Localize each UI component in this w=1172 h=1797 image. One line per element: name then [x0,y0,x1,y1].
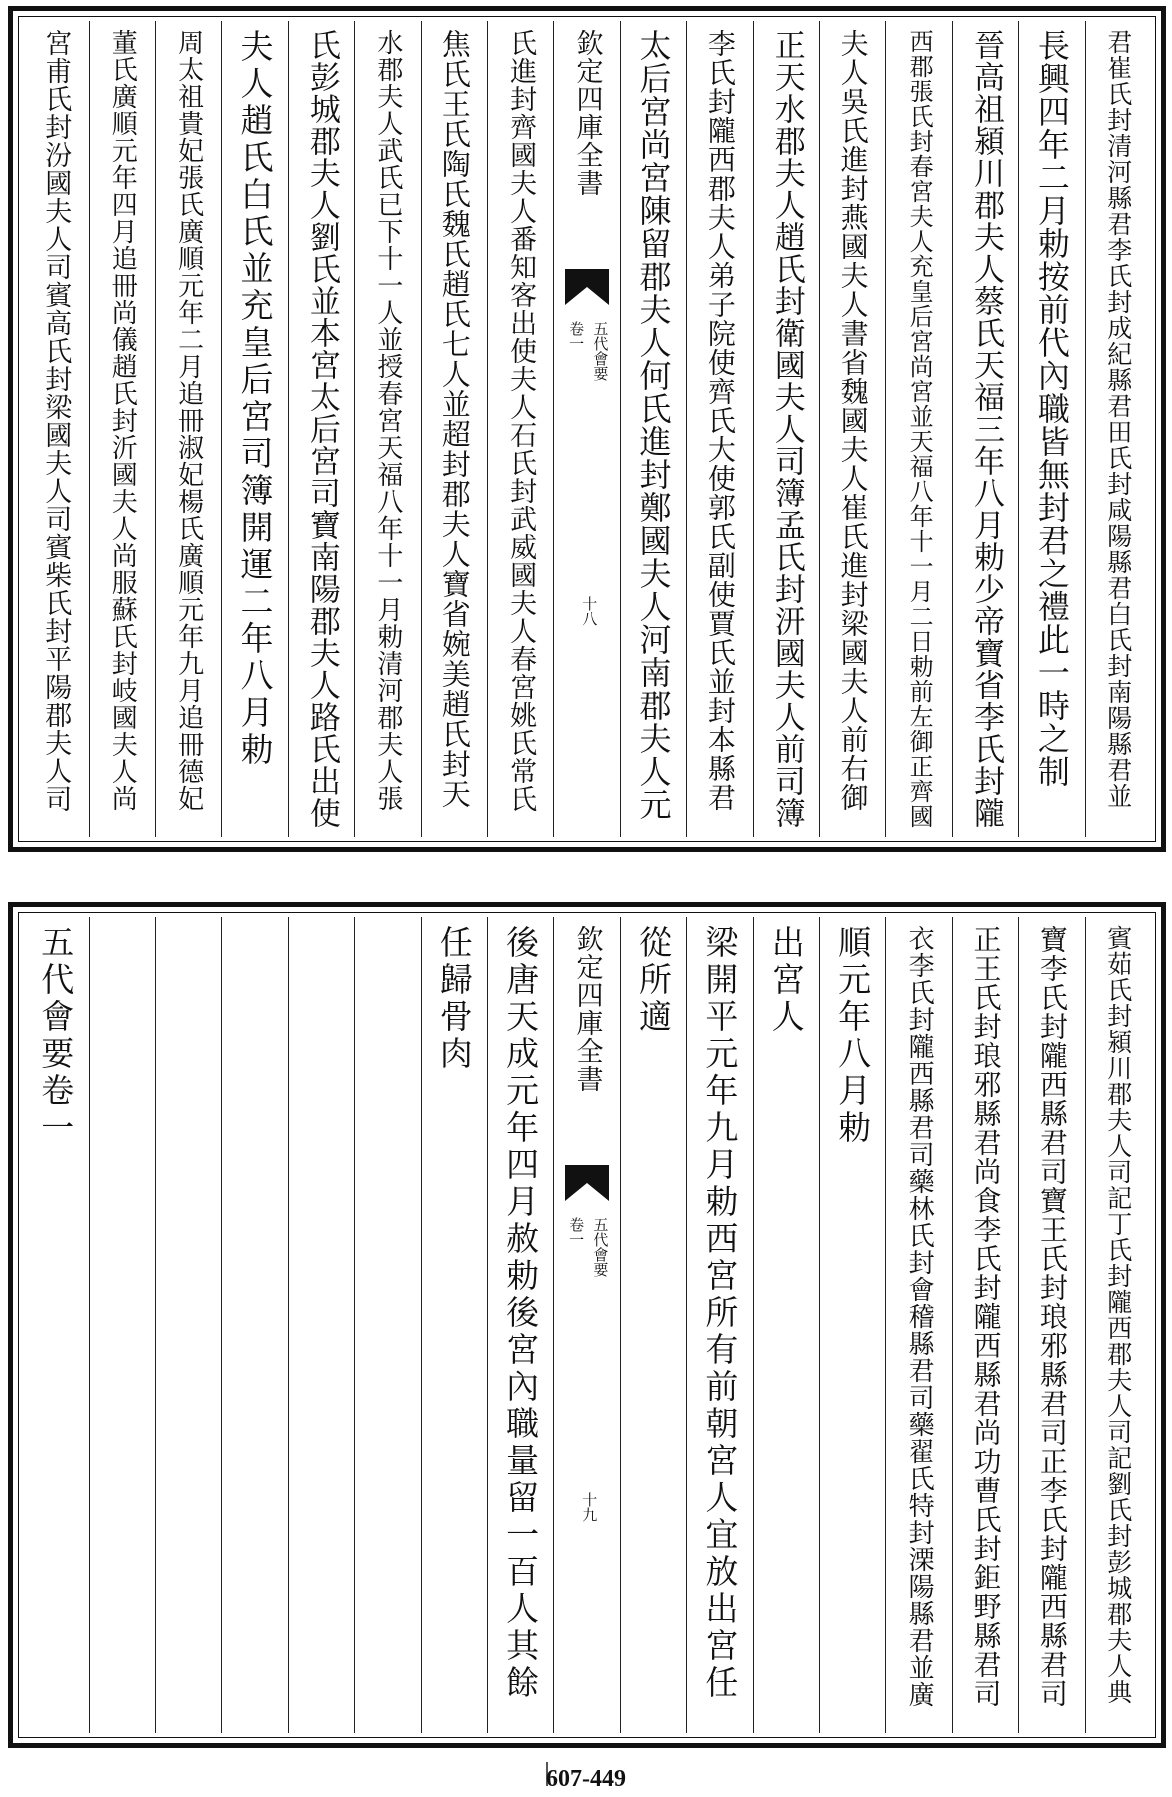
text-column [354,21,420,837]
column-text: 夫人吳氏進封燕國夫人書省魏國夫人崔氏進封梁國夫人前右御 [836,29,870,812]
bottom-columns [23,917,1151,1733]
column-text: 出宮人 [766,925,806,1036]
column-text: 賓茹氏封潁川郡夫人司記丁氏封隴西郡夫人司記劉氏封彭城郡夫人典 [1103,925,1133,1705]
text-column [1018,917,1084,1733]
column-text: 寶李氏封隴西縣君司寶王氏封琅邪縣君司正李氏封隴西縣君司 [1035,925,1069,1708]
text-column [221,917,287,1733]
column-text: 正天水郡夫人趙氏封衛國夫人司簿孟氏封汧國夫人前司簿 [768,29,805,829]
text-column [1018,21,1084,837]
text-column [620,917,686,1733]
column-text: 董氏廣順元年四月追冊尚儀趙氏封沂國夫人尚服蘇氏封岐國夫人尚 [107,29,138,812]
folio-number: 十八 [580,596,599,626]
folio-number: 十九 [580,1492,599,1522]
bottom-page-frame [8,902,1166,1748]
column-text: 氏彭城郡夫人劉氏並本宮太后宮司寶南陽郡夫人路氏出使 [303,29,340,829]
text-column [421,917,487,1733]
column-text: 西郡張氏封春宮夫人充皇后宮尚宮並天福八年十一月二日勅前左御正齊國 [905,29,934,829]
text-column [1085,917,1151,1733]
page-code: 607-449 [546,1766,626,1792]
text-column [885,917,951,1733]
column-text: 衣李氏封隴西縣君司藥林氏封會稽縣君司藥翟氏特封溧陽縣君並廣 [904,925,935,1708]
text-column [885,21,951,837]
column-text: 宮甫氏封汾國夫人司賓高氏封梁國夫人司賓柴氏封平陽郡夫人司 [40,29,72,813]
text-column [288,917,354,1733]
text-column [89,21,155,837]
top-page-frame [8,6,1166,852]
center-fold-column [553,21,619,837]
text-column [819,21,885,837]
column-text: 太后宮尚宮陳留郡夫人何氏進封鄭國夫人河南郡夫人元 [634,29,673,821]
juan-label: 卷一 [567,1217,586,1247]
column-text: 氏進封齊國夫人番知客出使夫人石氏封武威國夫人春宮姚氏常氏 [505,29,537,813]
column-text: 李氏封隴西郡夫人弟子院使齊氏大使郭氏副使賈氏並封本縣君 [703,29,737,812]
juan-label: 卷一 [567,321,586,351]
text-column [1085,21,1151,837]
column-text: 五代會要卷一 [36,925,76,1147]
column-text: 水郡夫人武氏已下十一人並授春宮天福八年十一月勅清河郡夫人張 [372,29,403,812]
text-column [155,21,221,837]
bottom-page [0,880,1172,1760]
column-text: 後唐天成元年四月赦勅後宮內職量留一百人其餘 [501,925,541,1702]
column-text: 順元年八月勅 [833,925,873,1147]
column-text: 正王氏封琅邪縣君尚食李氏封隴西縣君尚功曹氏封鉅野縣君司 [969,925,1003,1708]
work-title-label: 五代會要 [591,1217,610,1277]
text-column [288,21,354,837]
text-column [23,21,88,837]
text-column [753,917,819,1733]
column-text: 梁開平元年九月勅西宮所有前朝宮人宜放出宮任 [700,925,740,1702]
text-column [155,917,221,1733]
text-column [89,917,155,1733]
column-text: 晉高祖潁川郡夫人蔡氏天福三年八月勅少帝寶省李氏封隴 [967,29,1004,829]
column-text: 焦氏王氏陶氏魏氏趙氏七人並超封郡夫人寶省婉美趙氏封天 [437,29,472,809]
text-column [421,21,487,837]
column-text: 長興四年二月勅按前代內職皆無封君之禮此一時之制 [1032,29,1071,788]
text-column [221,21,287,837]
text-column [753,21,819,837]
center-fold-column [553,917,619,1733]
text-column [686,21,752,837]
text-column [23,917,88,1733]
column-text: 任歸骨肉 [434,925,474,1073]
column-text: 從所適 [633,925,673,1036]
text-column [487,21,553,837]
fishtail-mark-icon [565,269,609,309]
top-columns [23,21,1151,837]
top-page [0,0,1172,860]
text-column [952,917,1018,1733]
text-column [354,917,420,1733]
column-text: 夫人趙氏白氏並充皇后宮司簿開運二年八月勅 [235,29,275,769]
text-column [487,917,553,1733]
book-title: 欽定四庫全書 [571,29,603,197]
text-column [620,21,686,837]
text-column [952,21,1018,837]
column-text: 君崔氏封清河縣君李氏封成紀縣君田氏封咸陽縣君白氏封南陽縣君並 [1103,29,1133,809]
book-title: 欽定四庫全書 [571,925,603,1093]
text-column [686,917,752,1733]
text-column [819,917,885,1733]
column-text: 周太祖貴妃張氏廣順元年二月追冊淑妃楊氏廣順元年九月追冊德妃 [173,29,204,812]
work-title-label: 五代會要 [591,321,610,381]
fishtail-mark-icon [565,1165,609,1205]
